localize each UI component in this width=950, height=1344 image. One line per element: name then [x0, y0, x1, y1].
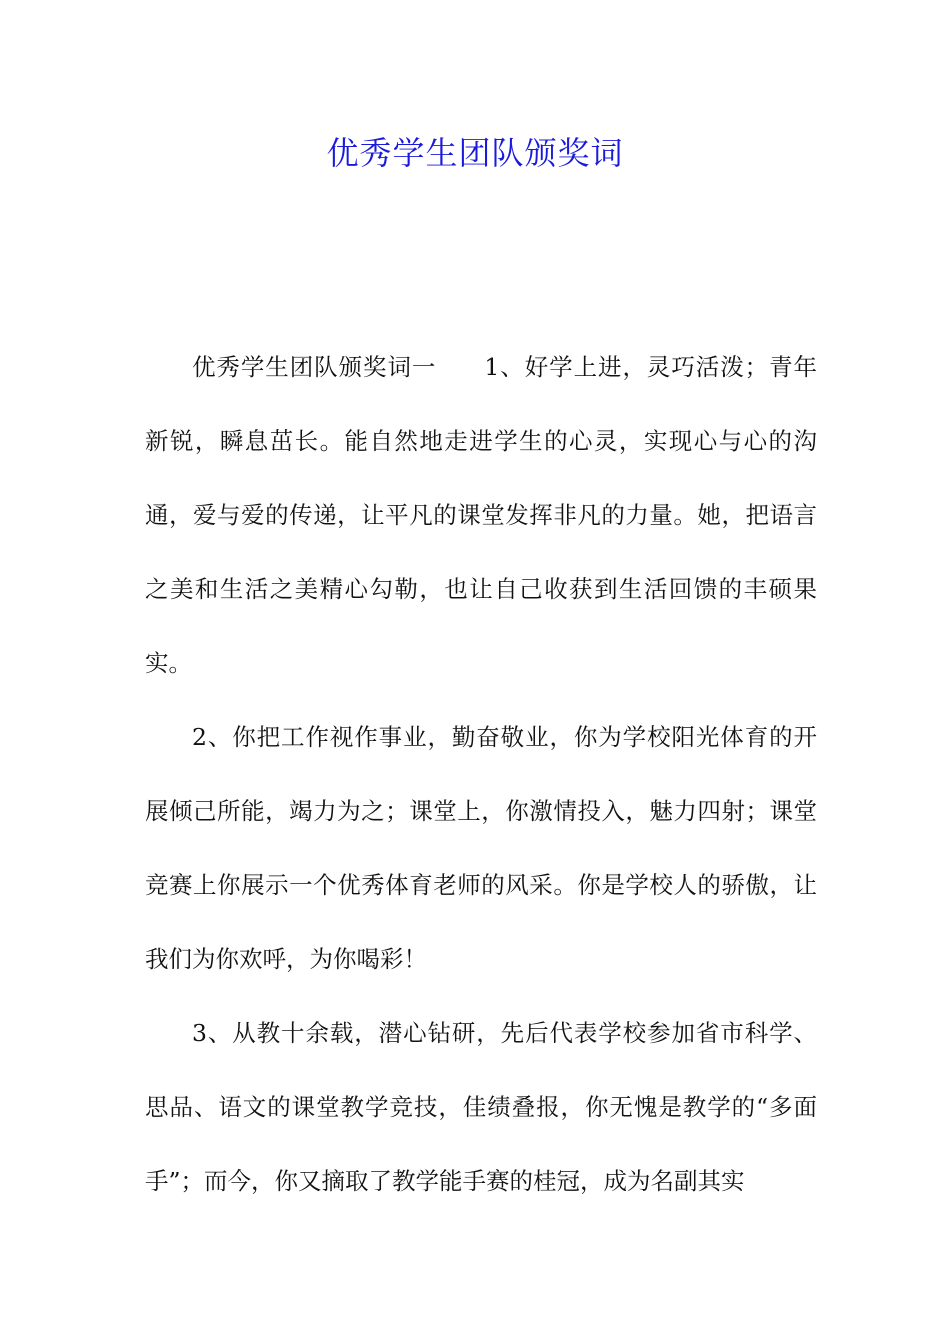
paragraph-1 — [145, 330, 817, 700]
paragraph-3: 3、从教十余载，潜心钻研，先后代表学校参加省市科学、思品、语文的课堂教学竞技，佳绩叠报，你无愧是教学的“多面手”；而今，你又摘取了教学能手赛的桂冠，成为名副其实 — [145, 1019, 817, 1195]
paragraph-1-text: 1、好学上进，灵巧活泼；青年新锐，瞬息茁长。能自然地走进学生的心灵，实现心与心的沟通，爱与爱的传递，让平凡的课堂发挥非凡的力量。她，把语言之美和生活之美精心勾勒，也让自己收获到生活回馈的丰硕果实。 — [145, 353, 818, 677]
document-body — [145, 330, 817, 1218]
paragraph-2: 2、你把工作视作事业，勤奋敬业，你为学校阳光体育的开展倾己所能，竭力为之；课堂上，你激情投入，魅力四射；课堂竞赛上你展示一个优秀体育老师的风采。你是学校人的骄傲，让我们为你欢呼，为你喝彩！ — [145, 723, 817, 973]
paragraph-1-lead: 优秀学生团队颁奖词一 — [192, 353, 437, 381]
document-title: 优秀学生团队颁奖词 — [326, 134, 624, 172]
